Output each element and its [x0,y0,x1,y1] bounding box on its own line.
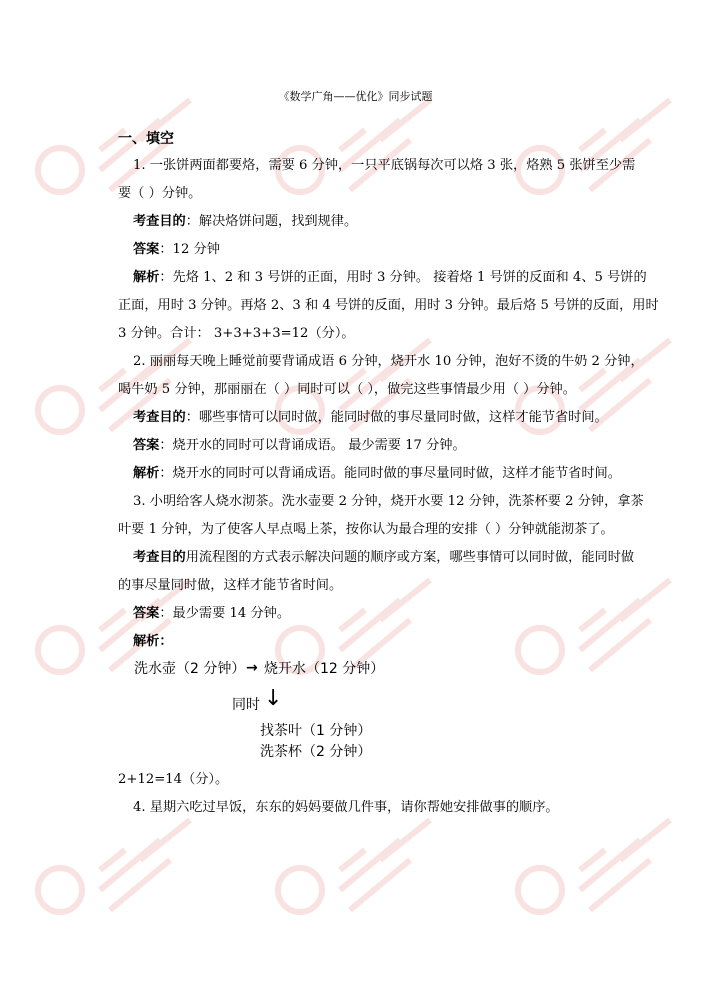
flow-step-wash-kettle: 洗水壶（2 分钟） [134,661,246,677]
answer-text: ：烧开水的同时可以背诵成语。 最少需要 17 分钟。 [159,438,466,453]
flow-step-boil-water: 烧开水（12 分钟） [264,661,385,677]
q4-line1: 4. 星期六吃过早饭，东东的妈妈要做几件事，请你帮她安排做事的顺序。 [133,800,559,815]
flow-arrow-down: ↓ [264,686,283,711]
analysis-label: 解析 [133,466,160,481]
q1-analysis-1 [133,269,647,287]
q3-line2: 叶要 1 分钟，为了使客人早点喝上茶，按你认为最合理的安排（ ）分钟就能沏茶了。 [118,522,614,537]
purpose-text: ：哪些事情可以同时做，能同时做的事尽量同时做，这样才能节省时间。 [185,410,608,425]
q3-purpose-2: 的事尽量同时做，这样才能节省时间。 [118,578,343,593]
answer-label: 答案 [133,242,160,257]
answer-label: 答案 [133,606,160,621]
q3-calc: 2+12=14（分）。 [118,772,229,787]
q1-line2: 要（ ）分钟。 [118,186,202,201]
q2-line1: 2. 丽丽每天晚上睡觉前要背诵成语 6 分钟，烧开水 10 分钟，泡好不烫的牛奶 2 分钟， [133,354,644,369]
purpose-text: 用流程图的方式表示解决问题的顺序或方案，哪些事情可以同时做，能同时做 [185,550,635,565]
q3-analysis-label: 解析： [133,634,173,649]
q1-line1: 1. 一张饼两面都要烙，需要 6 分钟，一只平底锅每次可以烙 3 张，烙熟 5 张饼至少需 [133,158,636,173]
purpose-label: 考查目的 [133,550,186,565]
q1-analysis-2: 正面，用时 3 分钟。再烙 2、3 和 4 号饼的反面，用时 3 分钟。最后烙 5 号饼的反面，用时 [118,298,659,313]
purpose-label: 考查目的 [133,214,186,229]
flow-sub-wash-cups: 洗茶杯（2 分钟） [260,744,372,760]
q3-answer [133,605,290,623]
purpose-label: 考查目的 [133,410,186,425]
q3-line1: 3. 小明给客人烧水沏茶。洗水壶要 2 分钟，烧开水要 12 分钟，洗茶杯要 2 分钟，拿茶 [133,494,644,509]
purpose-text: ：解决烙饼问题，找到规律。 [185,214,358,229]
analysis-text: ：烧开水的同时可以背诵成语。能同时做的事尽量同时做，这样才能节省时间。 [159,466,621,481]
analysis-text: ：先烙 1、2 和 3 号饼的正面，用时 3 分钟。 接着烙 1 号饼的反面和 4、5 号饼的 [159,270,647,285]
analysis-label: 解析 [133,270,160,285]
section-heading: 一、填空 [118,131,174,147]
q3-purpose [133,549,634,567]
q2-analysis [133,465,621,483]
q1-answer [133,241,220,259]
answer-text: ：12 分钟 [159,242,220,257]
document-title: 《数学广角——优化》同步试题 [278,90,433,103]
flow-arrow-right: → [246,660,258,676]
flow-sub-find-tea: 找茶叶（1 分钟） [260,723,372,739]
q2-answer [133,437,466,455]
q1-purpose [133,213,357,231]
flow-same-time: 同时 [232,697,260,713]
q1-analysis-3: 3 分钟。合计： 3+3+3+3=12（分）。 [118,326,355,341]
q2-line2: 喝牛奶 5 分钟，那丽丽在（ ）同时可以（ ），做完这些事情最少用（ ）分钟。 [118,382,576,397]
answer-label: 答案 [133,438,160,453]
q2-purpose [133,409,608,427]
answer-text: ：最少需要 14 分钟。 [159,606,291,621]
